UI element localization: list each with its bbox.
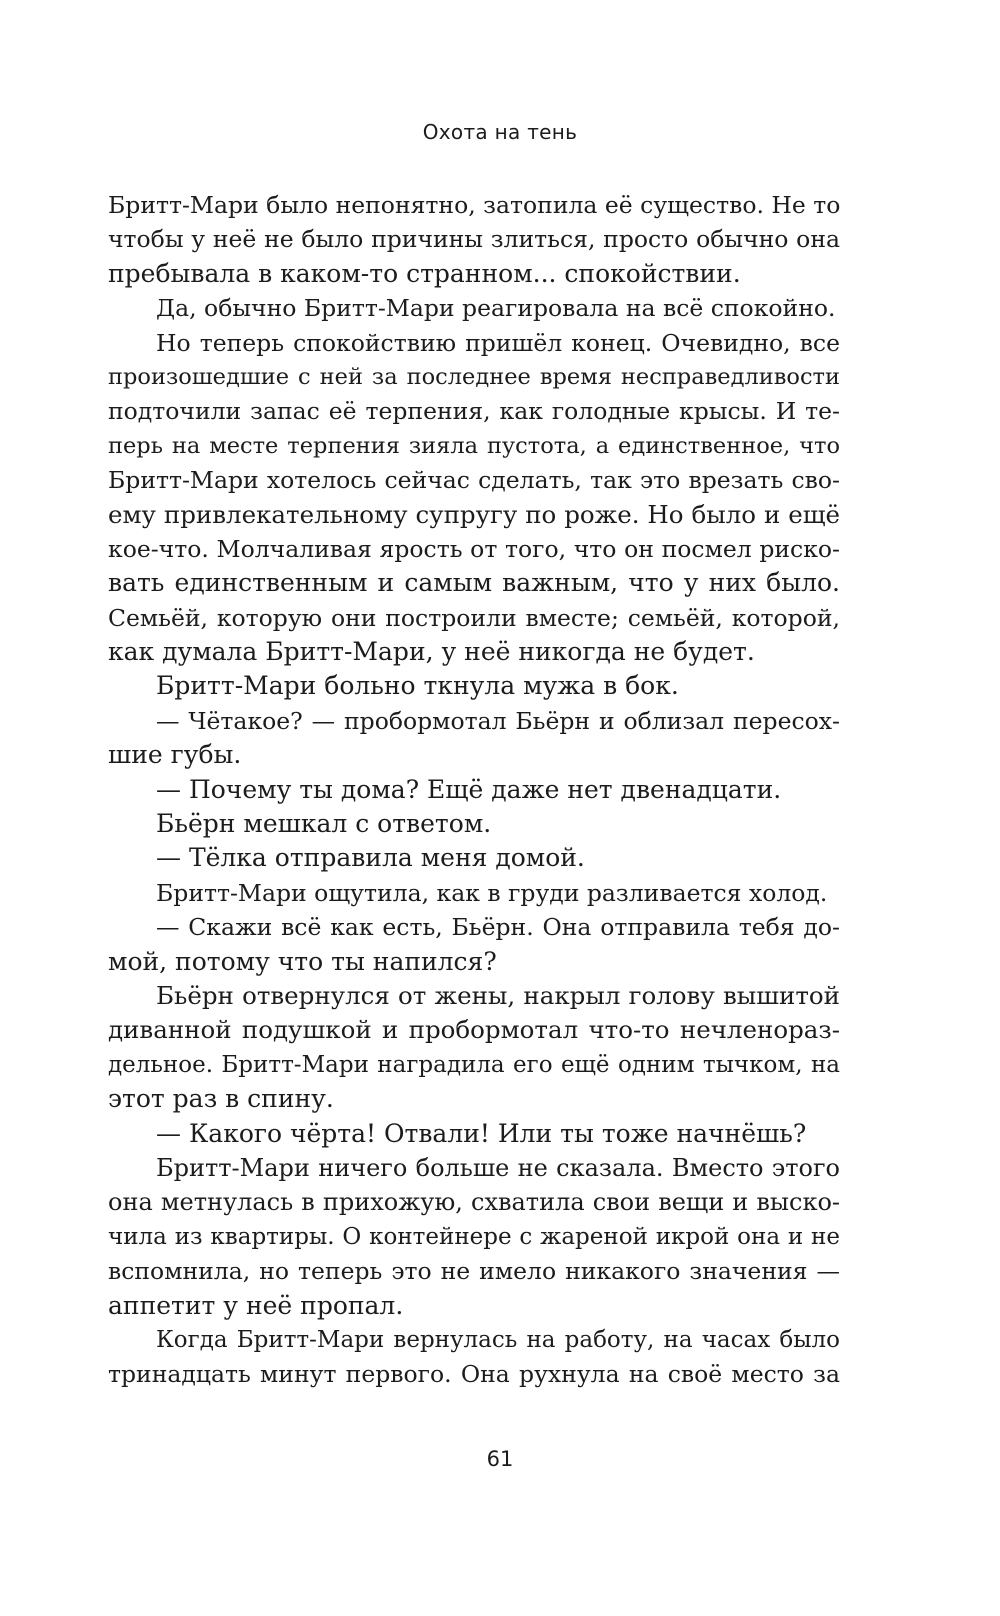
text-line: шие губы. — [108, 740, 242, 770]
running-head: Охота на тень — [422, 120, 578, 144]
text-line: — Тёлка отправила меня домой. — [156, 843, 585, 873]
page-number: 61 — [486, 1447, 514, 1471]
text-line: Бритт-Мари ничего больше не сказала. Вместо этого — [156, 1153, 840, 1182]
text-line: Бьёрн мешкал с ответом. — [156, 809, 492, 839]
text-line: — Скажи всё как есть, Бьёрн. Она отправила тебя до- — [156, 913, 840, 942]
text-line: Бритт-Мари было непонятно, затопила её существо. Не то — [108, 191, 841, 219]
text-line: ему привлекательному супругу по роже. Но было и ещё — [108, 499, 840, 529]
text-line: — Какого чёрта! Отвали! Или ты тоже начнёшь? — [156, 1118, 807, 1148]
text-line: тринадцать минут первого. Она рухнула на своё место за — [108, 1360, 840, 1389]
text-line: — Чётакое? — пробормотал Бьёрн и облизал пересох- — [156, 706, 840, 735]
text-line: этот раз в спину. — [108, 1084, 334, 1114]
text-line: аппетит у неё пропал. — [108, 1290, 404, 1320]
text-line: Семьёй, которую они построили вместе; семьёй, которой, — [108, 603, 840, 632]
text-line: чила из квартиры. О контейнере с жареной икрой она и не — [108, 1223, 840, 1250]
body-text — [108, 188, 840, 1392]
text-line: Когда Бритт-Мари вернулась на работу, на часах было — [156, 1326, 840, 1353]
text-line: подточили запас её терпения, как голодные крысы. И те- — [108, 397, 840, 426]
text-line: пребывала в каком-то странном... спокойствии. — [108, 258, 741, 288]
text-line: кое-что. Молчаливая ярость от того, что он посмел риско- — [108, 534, 840, 563]
text-line: как думала Бритт-Мари, у неё никогда не будет. — [108, 637, 755, 667]
text-line: Бритт-Мари больно ткнула мужа в бок. — [156, 671, 679, 701]
text-line: диванной подушкой и пробормотал что-то нечленораз- — [108, 1015, 840, 1045]
text-line: дельное. Бритт-Мари наградила его ещё одним тычком, на — [108, 1051, 840, 1078]
text-line: Бьёрн отвернулся от жены, накрыл голову вышитой — [156, 980, 840, 1010]
text-line: Но теперь спокойствию пришёл конец. Очевидно, все — [156, 328, 840, 357]
text-line: Бритт-Мари ощутила, как в груди разливается холод. — [156, 878, 828, 907]
text-line: Бритт-Мари хотелось сейчас сделать, так это врезать сво- — [108, 466, 840, 495]
text-line: — Почему ты дома? Ещё даже нет двенадцати. — [156, 774, 782, 804]
text-line: вспомнила, но теперь это не имело никакого значения — — [108, 1257, 840, 1286]
text-line: перь на месте терпения зияла пустота, а единственное, что — [108, 432, 840, 459]
text-line: произошедшие с ней за последнее время несправедливости — [108, 363, 840, 390]
text-line: вать единственным и самым важным, что у них было. — [108, 568, 840, 598]
text-line: она метнулась в прихожую, схватила свои вещи и выско- — [108, 1188, 840, 1217]
text-line: чтобы у неё не было причины злиться, просто обычно она — [108, 225, 840, 254]
text-line: мой, потому что ты напился? — [108, 946, 497, 976]
text-line: Да, обычно Бритт-Мари реагировала на всё спокойно. — [156, 294, 836, 323]
